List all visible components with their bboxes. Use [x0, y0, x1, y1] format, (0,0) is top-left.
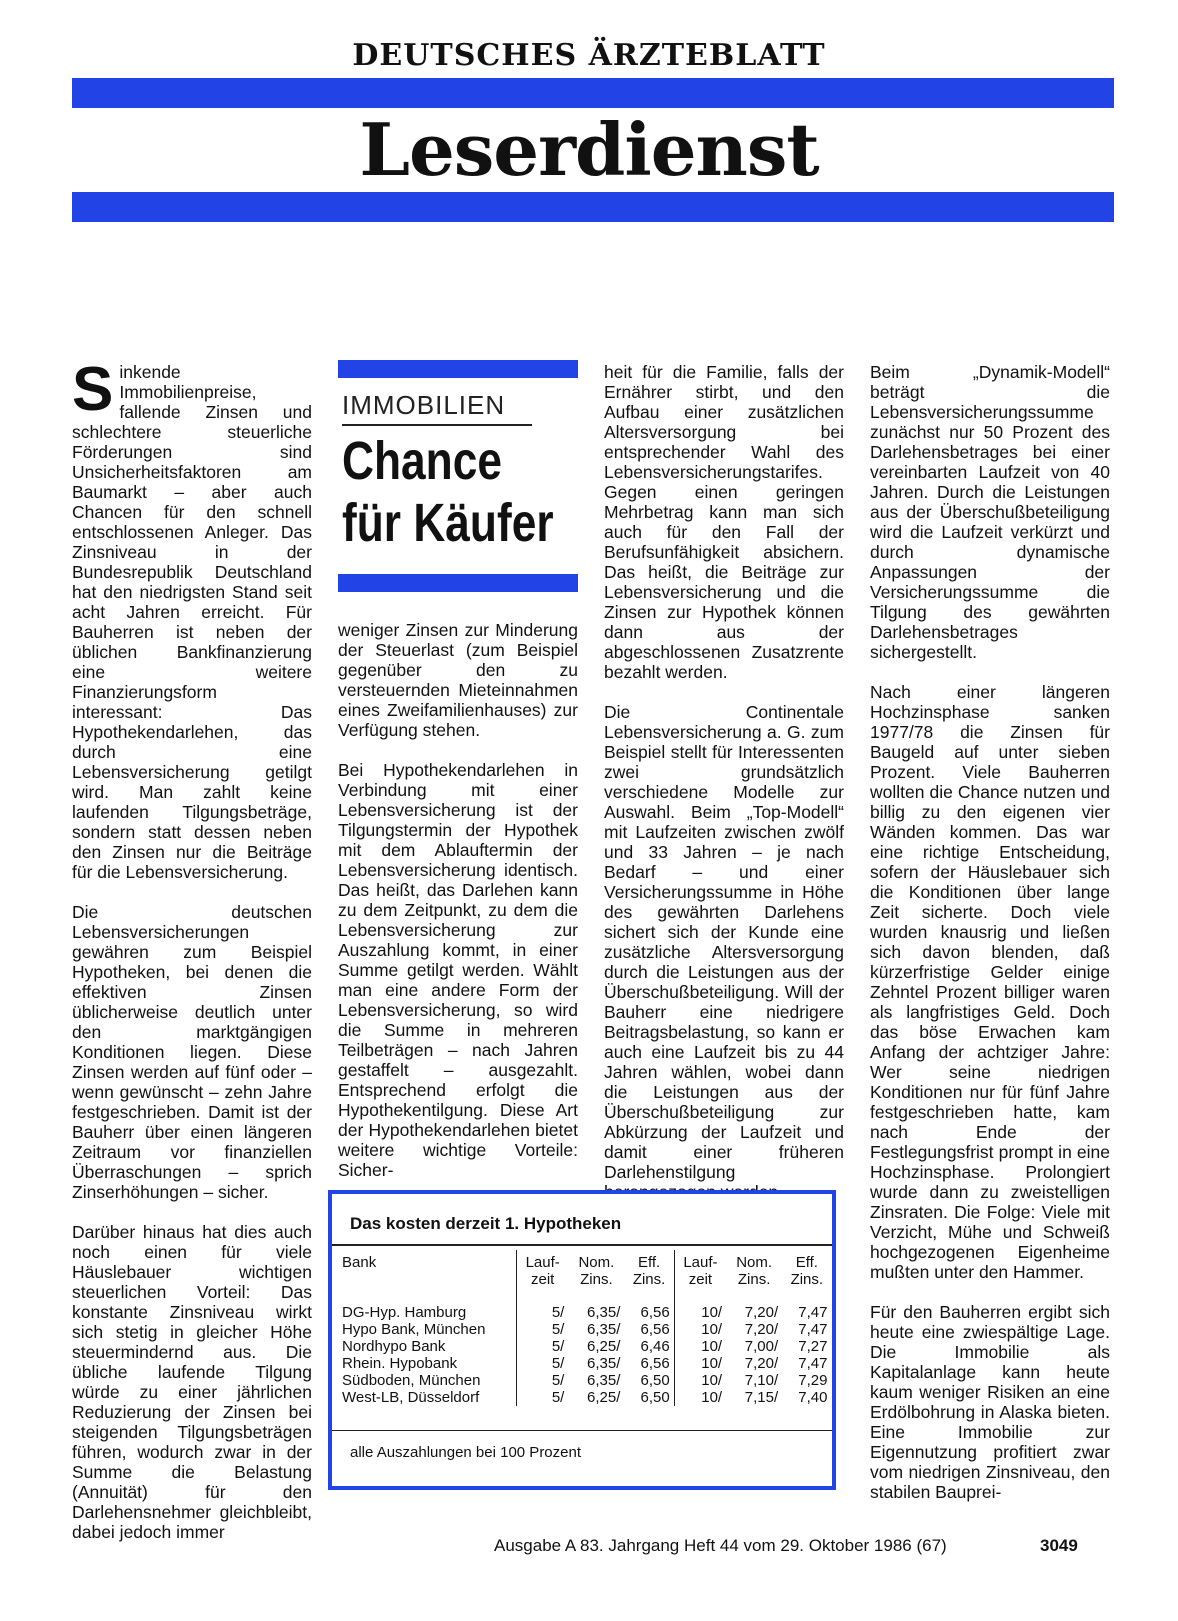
paragraph: Darüber hinaus hat dies auch noch einen für viele Häuslebauer wichtigen steuerlichen Vorteil: Das konstante Zinsniveau wirkt sich stetig in gleicher Höhe steuermindernd aus. Die übliche laufende Tilgung würde zu einer jährlichen Reduzierung der Zinsen bei steigenden Tilgungsbeträgen führen, wodurch zwar in der Summe die Belastung (Annuität) für den Darlehensnehmer gleichbleibt, dabei jedoch immer: [72, 1222, 312, 1542]
rate-cell: 10/: [674, 1338, 726, 1355]
rate-cell: 10/: [674, 1321, 726, 1338]
rate-cell: 7,47: [798, 1304, 828, 1321]
table-footnote: alle Auszahlungen bei 100 Prozent: [350, 1444, 582, 1461]
rate-cell: 10/: [674, 1355, 726, 1372]
masthead: DEUTSCHES ÄRZTEBLATT: [352, 38, 826, 73]
rate-cell: 6,46: [640, 1338, 670, 1355]
paragraph: Sinkende Immobilienpreise, fallende Zinsen und schlechtere steuerliche Förderungen sind Unsicherheitsfaktoren am Baumarkt – aber auch Chancen für den schnell entschlossenen Anleger. Das Zinsniveau in der Bundesrepublik Deutschland hat den niedrigsten Stand seit acht Jahren erreicht. Für Bauherren ist neben der üblichen Bankfinanzierung eine weitere Finanzierungsform interessant: Das Hypothekendarlehen, das durch eine Lebensversicherung getilgt wird. Man zahlt keine laufenden Tilgungsbeträge, sondern statt dessen neben den Zinsen nur die Beiträge für die Lebensversicherung.: [72, 355, 312, 882]
article-column-1: [72, 355, 312, 1562]
bank-name-cell: Rhein. Hypobank: [342, 1355, 458, 1372]
headline-line-1: Chance: [342, 431, 502, 491]
rate-cell: 6,56: [640, 1355, 670, 1372]
kicker-rule: [342, 424, 532, 426]
rate-cell: 6,56: [640, 1304, 670, 1321]
blue-band-bottom: [72, 192, 1114, 222]
rate-cell: 7,20/: [744, 1321, 779, 1338]
paragraph: Bei Hypothekendarlehen in Verbindung mit einer Lebensversicherung ist der Tilgungstermin der Hypothek mit dem Ablauftermin der Lebensversicherung identisch. Das heißt, das Darlehen kann zu dem Zeitpunkt, zu dem die Lebensversicherung zur Auszahlung kommt, in einer Summe getilgt werden. Wählt man eine andere Form der Lebensversicherung, so wird die Summe in mehreren Teilbeträgen – nach Jahren gestaffelt – ausgezahlt. Entsprechend erfolgt die Hypothekentilgung. Diese Art der Hypothekendarlehen bietet weitere wichtige Vorteile: Sicher-: [338, 760, 578, 1180]
rate-cell: 5/: [517, 1389, 569, 1406]
article-column-3: [604, 362, 844, 1222]
rate-cell: 5/: [517, 1372, 569, 1389]
rate-cell: 10/: [674, 1389, 726, 1406]
headline-line-2: für Käufer: [342, 493, 554, 553]
rate-cell: 10/: [674, 1304, 726, 1321]
rate-cell: 6,50: [640, 1389, 670, 1406]
rate-cell: 7,40: [798, 1389, 828, 1406]
headline-bar-top: [338, 360, 578, 378]
rate-cell: 6,35/: [587, 1304, 621, 1321]
header-bank: Bank: [342, 1254, 377, 1271]
table-row: [338, 1389, 832, 1406]
blue-band-top: [72, 78, 1114, 108]
header-nom-zins-10: Nom. Zins.: [736, 1254, 773, 1288]
rate-cell: 6,35/: [587, 1372, 621, 1389]
table-header-row: [338, 1250, 832, 1304]
page-number: 3049: [1040, 1536, 1078, 1555]
table-foot-rule: [332, 1430, 832, 1431]
paragraph: Für den Bauherren ergibt sich heute eine zwiespältige Lage. Die Immobilie als Kapitalanlage kann heute kaum weniger Risiken an eine Erdölbohrung in Alaska bieten. Eine Immobilie zur Eigennutzung profitiert zwar vom niedrigen Zinsniveau, den stabilen Bauprei-: [870, 1302, 1110, 1502]
paragraph: Beim „Dynamik-Modell“ beträgt die Lebensversicherungssumme zunächst nur 50 Prozent des Darlehensbetrages bei einer vereinbarten Laufzeit von 40 Jahren. Durch die Leistungen aus der Überschußbeteiligung wird die Laufzeit verkürzt und durch dynamische Anpassungen der Versicherungssumme die Tilgung des gewährten Darlehensbetrages sichergestellt.: [870, 362, 1110, 662]
rate-cell: 7,29: [798, 1372, 828, 1389]
bank-name-cell: Nordhypo Bank: [342, 1338, 446, 1355]
table-rule: [332, 1244, 832, 1246]
rate-cell: 7,47: [798, 1355, 828, 1372]
bank-name-cell: West-LB, Düsseldorf: [342, 1389, 480, 1406]
rate-cell: 6,35/: [587, 1355, 621, 1372]
mortgage-table-box: [328, 1190, 836, 1490]
rate-cell: 7,47: [798, 1321, 828, 1338]
headline-box: [338, 360, 578, 592]
bank-name-cell: DG-Hyp. Hamburg: [342, 1304, 467, 1321]
header-laufzeit-10: Lauf- zeit: [674, 1250, 726, 1304]
article-column-2: [338, 620, 578, 1200]
article-headline: [342, 430, 554, 554]
rate-cell: 6,25/: [587, 1389, 621, 1406]
rate-cell: 5/: [517, 1338, 569, 1355]
rate-cell: 6,25/: [587, 1338, 621, 1355]
paragraph: Die Continentale Lebensversicherung a. G. zum Beispiel stellt für Interessenten zwei grundsätzlich verschiedene Modelle zur Auswahl. Beim „Top-Modell“ mit Laufzeiten zwischen zwölf und 33 Jahren – je nach Bedarf – und einer Versicherungssumme in Höhe des gewährten Darlehens sichert sich der Kunde eine zusätzliche Altersversorgung durch die Leistungen aus der Überschußbeteiligung. Will der Bauherr eine niedrigere Beitragsbelastung, so kann er auch eine Laufzeit bis zu 44 Jahren wählen, wobei dann die Leistungen aus der Überschußbeteiligung zur Abkürzung der Laufzeit und damit einer früheren Darlehenstilgung: [604, 702, 844, 1182]
paragraph: Nach einer längeren Hochzinsphase sanken 1977/78 die Zinsen für Baugeld auf unter sieben Prozent. Viele Bauherren wollten die Chance nutzen und billig zu den eigenen vier Wänden kommen. Das war eine richtige Entscheidung, sofern der Häuslebauer sich die Konditionen über lange Zeit sicherte. Doch viele wurden knausrig und ließen sich davon blenden, daß kürzerfristige Gelder einige Zehntel Prozent billiger waren als langfristiges Geld. Doch das böse Erwachen kam Anfang der achtziger Jahre: Wer seine niedrigen Konditionen nur für fünf Jahre festgeschrieben hatte, kam nach Ende der Festlegungsfrist prompt in eine Hochzinsphase. Prolongiert wurde dann zu zweistelligen Zinsraten. Die Folge: Viele mit Verzicht, Mühe und Schweiß hochgezogenen Eigenheime mußten unter den Hammer.: [870, 682, 1110, 1282]
table-row: [338, 1372, 832, 1389]
issue-line: Ausgabe A 83. Jahrgang Heft 44 vom 29. Oktober 1986 (67): [494, 1536, 947, 1555]
table-row: [338, 1355, 832, 1372]
rate-cell: 7,20/: [744, 1355, 779, 1372]
rate-cell: 7,27: [798, 1338, 828, 1355]
headline-bar-bottom: [338, 574, 578, 592]
header-nom-zins-5: Nom. Zins.: [578, 1254, 615, 1288]
section-title: Leserdienst: [359, 107, 819, 192]
rate-cell: 5/: [517, 1321, 569, 1338]
rate-cell: 6,56: [640, 1321, 670, 1338]
paragraph: Die deutschen Lebensversicherungen gewähren zum Beispiel Hypotheken, bei denen die effektiven Zinsen üblicherweise deutlich unter den marktgängigen Konditionen liegen. Diese Zinsen werden auf fünf oder – wenn gewünscht – zehn Jahre festgeschrieben. Damit ist der Bauherr über einen längeren Zeitraum vor finanziellen Überraschungen – sprich Zinserhöhungen – sicher.: [72, 902, 312, 1202]
rate-cell: 5/: [517, 1304, 569, 1321]
rate-cell: 7,10/: [744, 1372, 779, 1389]
rate-cell: 7,00/: [744, 1338, 779, 1355]
header-eff-zins-10: Eff. Zins.: [790, 1254, 824, 1288]
table-title: Das kosten derzeit 1. Hypotheken: [350, 1214, 622, 1233]
rate-cell: 6,35/: [587, 1321, 621, 1338]
article-column-4: [870, 362, 1110, 1522]
rate-cell: 7,15/: [744, 1389, 779, 1406]
bank-name-cell: Hypo Bank, München: [342, 1321, 486, 1338]
rate-cell: 6,50: [640, 1372, 670, 1389]
rate-cell: 7,20/: [744, 1304, 779, 1321]
table-row: [338, 1321, 832, 1338]
table-row: [338, 1304, 832, 1321]
bank-name-cell: Südboden, München: [342, 1372, 481, 1389]
article-kicker: IMMOBILIEN: [342, 390, 506, 420]
mortgage-table: [338, 1250, 832, 1406]
paragraph: weniger Zinsen zur Minderung der Steuerlast (zum Beispiel gegenüber den zu versteuernden Mieteinnahmen eines Zweifamilienhauses) zur Verfügung stehen.: [338, 620, 578, 740]
table-row: [338, 1338, 832, 1355]
header-eff-zins-5: Eff. Zins.: [632, 1254, 666, 1288]
paragraph: heit für die Familie, falls der Ernährer stirbt, und den Aufbau einer zusätzlichen Altersversorgung bei entsprechender Wahl des Lebensversicherungstarifes. Gegen einen geringen Mehrbetrag kann man sich auch für den Fall der Berufsunfähigkeit absichern. Das heißt, die Beiträge zur Lebensversicherung und die Zinsen zur Hypothek können dann aus der abgeschlossenen Zusatzrente bezahlt werden.: [604, 362, 844, 682]
rate-cell: 5/: [517, 1355, 569, 1372]
drop-cap: S: [72, 355, 114, 424]
header-laufzeit-5: Lauf- zeit: [517, 1250, 569, 1304]
rate-cell: 10/: [674, 1372, 726, 1389]
